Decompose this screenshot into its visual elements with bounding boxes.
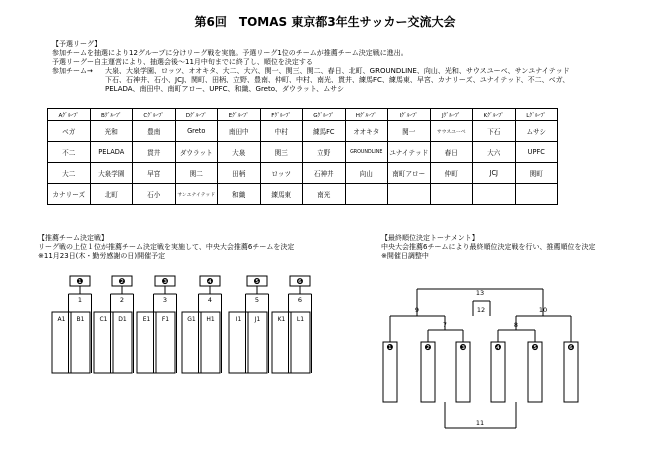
team-cell: 関町: [515, 163, 558, 184]
team-cell: ダウラット: [175, 142, 218, 163]
team-cell: UPFC: [515, 142, 558, 163]
recommend-winner-1: ❶: [76, 277, 84, 286]
recommend-match-number: 1: [77, 296, 83, 304]
recommend-bracket-lines: [69, 286, 312, 373]
match-10-label: 10: [538, 306, 548, 314]
slot-label: J1: [254, 316, 261, 323]
final-team-4: ❹: [494, 343, 502, 352]
league-line-1: 参加チームを抽選により12グループに分けリーグ戦を実施。予選リーグ1位のチームが推薦チーム決定戦に進出。: [52, 49, 408, 57]
group-header: Aｸﾞﾙｰﾌﾟ: [48, 109, 91, 121]
team-cell: カナリーズ: [48, 184, 91, 205]
slot-label: E1: [142, 316, 151, 323]
team-cell: 春日: [430, 142, 473, 163]
slot-label: D1: [118, 316, 127, 323]
recommend-heading: 【推薦チーム決定戦】: [38, 234, 108, 242]
match-9-label: 9: [414, 306, 420, 314]
final-team-2: ❷: [424, 343, 432, 352]
recommend-line-2: ※11月23日(木・勤労感謝の日)開催予定: [38, 252, 166, 260]
recommend-match-number: 4: [207, 296, 213, 304]
teams-line-2: 下石、石神井、石小、JCJ、関町、田柄、立野、豊南、仲町、中村、南光、貫井、練馬FC、練馬東、早宮、カナリーズ、ユナイテッド、不二、ベガ、: [105, 76, 570, 84]
team-cell: 南光: [303, 184, 346, 205]
recommend-match-number: 6: [297, 296, 303, 304]
team-cell: 貫井: [133, 142, 176, 163]
teams-label: 参加チーム→: [52, 67, 93, 75]
final-line-2: ※開催日調整中: [381, 252, 429, 260]
recommend-winner-5: ❺: [253, 277, 261, 286]
final-team-5: ❺: [531, 343, 539, 352]
group-header: Kｸﾞﾙｰﾌﾟ: [473, 109, 516, 121]
team-cell: 関一: [388, 121, 431, 142]
team-cell: Greto: [175, 121, 218, 142]
team-cell: ムサシ: [515, 121, 558, 142]
team-cell: 石小: [133, 184, 176, 205]
group-header: Iｸﾞﾙｰﾌﾟ: [388, 109, 431, 121]
team-cell: JCJ: [473, 163, 516, 184]
final-team-1: ❶: [386, 343, 394, 352]
team-cell: 北町: [90, 184, 133, 205]
team-cell: 関三: [260, 142, 303, 163]
team-cell: ロッツ: [260, 163, 303, 184]
team-cell: 石神井: [303, 163, 346, 184]
team-cell: 練馬FC: [303, 121, 346, 142]
team-cell: 下石: [473, 121, 516, 142]
team-cell: サンユナイテッド: [175, 184, 218, 205]
team-cell: ユナイテッド: [388, 142, 431, 163]
recommend-match-number: 3: [162, 296, 168, 304]
team-cell: 大六: [473, 142, 516, 163]
team-cell: 大泉: [218, 142, 261, 163]
team-cell: 立野: [303, 142, 346, 163]
slot-label: B1: [76, 316, 85, 323]
match-11-label: 11: [475, 419, 485, 427]
final-line-1: 中央大会推薦6チームにより最終順位決定戦を行い、推薦順位を決定: [381, 243, 596, 251]
recommend-slot-boxes: [52, 312, 310, 373]
team-cell: ベガ: [48, 121, 91, 142]
league-heading: 【予選リーグ】: [52, 40, 102, 48]
slot-label: H1: [206, 316, 215, 323]
group-header: Jｸﾞﾙｰﾌﾟ: [430, 109, 473, 121]
group-header: Hｸﾞﾙｰﾌﾟ: [345, 109, 388, 121]
slot-label: G1: [187, 316, 196, 323]
team-cell: 南田中: [218, 121, 261, 142]
slot-label: I1: [235, 316, 242, 323]
team-cell: 早宮: [133, 163, 176, 184]
recommend-match-number: 2: [119, 296, 125, 304]
final-team-3: ❸: [459, 343, 467, 352]
team-cell: 向山: [345, 163, 388, 184]
final-team-6: ❻: [567, 343, 575, 352]
match-13-label: 13: [475, 289, 485, 297]
group-header: Bｸﾞﾙｰﾌﾟ: [90, 109, 133, 121]
slot-label: F1: [161, 316, 170, 323]
team-cell: PELADA: [90, 142, 133, 163]
team-cell: 光和: [90, 121, 133, 142]
group-header: Fｸﾞﾙｰﾌﾟ: [260, 109, 303, 121]
recommend-winner-3: ❸: [161, 277, 169, 286]
group-header: Eｸﾞﾙｰﾌﾟ: [218, 109, 261, 121]
team-cell: 豊南: [133, 121, 176, 142]
team-cell: 中村: [260, 121, 303, 142]
team-cell: 大二: [48, 163, 91, 184]
recommend-match-number: 5: [254, 296, 260, 304]
team-cell: 南町アロー: [388, 163, 431, 184]
slot-label: A1: [57, 316, 66, 323]
final-heading: 【最終順位決定トーナメント】: [381, 234, 479, 242]
group-header: Cｸﾞﾙｰﾌﾟ: [133, 109, 176, 121]
team-cell: 不二: [48, 142, 91, 163]
team-cell: サウスユーベ: [430, 121, 473, 142]
teams-line-3: PELADA、南田中、南町アロー、UPFC、和織、Greto、ダウラット、ムサシ: [105, 85, 344, 93]
recommend-winner-2: ❷: [118, 277, 126, 286]
recommend-line-1: リーグ戦の上位１位が推薦チーム決定戦を実施して、中央大会推薦6チームを決定: [38, 243, 295, 251]
recommend-winner-6: ❻: [296, 277, 304, 286]
team-cell: 大泉学園: [90, 163, 133, 184]
group-header: Gｸﾞﾙｰﾌﾟ: [303, 109, 346, 121]
slot-label: K1: [277, 316, 286, 323]
team-cell: 練馬東: [260, 184, 303, 205]
team-cell: 関二: [175, 163, 218, 184]
match-7-label: 7: [442, 321, 448, 329]
league-line-2: 予選リーグー自主運営により、抽選会後～11月中旬までに終了し、順位を決定する: [52, 58, 313, 66]
group-header: Dｸﾞﾙｰﾌﾟ: [175, 109, 218, 121]
slot-label: L1: [296, 316, 305, 323]
match-8-label: 8: [513, 321, 519, 329]
team-cell: 和織: [218, 184, 261, 205]
team-cell: 田柄: [218, 163, 261, 184]
team-cell: GROUNDLINE: [345, 142, 388, 163]
recommend-winner-boxes: [70, 276, 310, 286]
group-header: Lｸﾞﾙｰﾌﾟ: [515, 109, 558, 121]
match-12-label: 12: [476, 306, 486, 314]
team-cell: オオキタ: [345, 121, 388, 142]
page-title: 第6回 TOMAS 東京都3年生サッカー交流大会: [194, 15, 456, 29]
team-cell: 仲町: [430, 163, 473, 184]
slot-label: C1: [99, 316, 108, 323]
teams-line-1: 大泉、大泉学園、ロッツ、オオキタ、大二、大六、関一、関三、関二、春日、北町、GROUNDLINE、向山、光和、サウスユーベ、サンユナイテッド: [105, 67, 570, 75]
recommend-winner-4: ❹: [206, 277, 214, 286]
